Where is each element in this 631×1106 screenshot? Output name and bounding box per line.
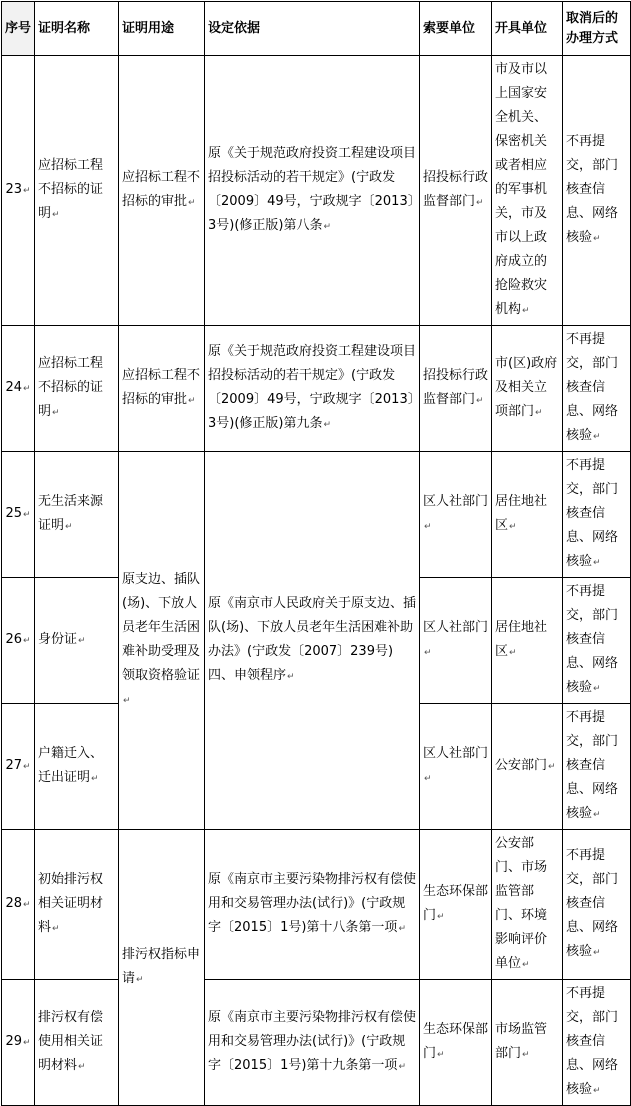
row-no: 27↵	[2, 704, 35, 830]
paragraph-mark-icon: ↵	[23, 636, 31, 646]
paragraph-mark-icon: ↵	[509, 648, 517, 658]
cert-purpose-merged: 原支边、插队(场)、下放人员老年生活困难补助受理及领取资格验证↵	[119, 452, 205, 830]
issuer: 市及市以上国家安全机关、保密机关或者相应的军事机关，市及市以上政府成立的抢险救灾机构↵	[492, 56, 563, 326]
header-name: 证明名称	[35, 2, 119, 56]
cert-purpose: 应招标工程不招标的审批↵	[119, 326, 205, 452]
header-basis: 设定依据	[205, 2, 420, 56]
issuer: 公安部门、市场监管部门、环境影响评价单位↵	[492, 830, 563, 980]
paragraph-mark-icon: ↵	[287, 672, 295, 682]
paragraph-mark-icon: ↵	[522, 306, 530, 316]
handling-method: 不再提交，部门核查信息、网络核验↵	[563, 56, 631, 326]
paragraph-mark-icon: ↵	[52, 408, 60, 418]
handling-method: 不再提交，部门核查信息、网络核验↵	[563, 326, 631, 452]
paragraph-mark-icon: ↵	[52, 210, 60, 220]
table-row	[2, 980, 631, 1106]
row-no: 23↵	[2, 56, 35, 326]
row-no: 24↵	[2, 326, 35, 452]
issuer: 居住地社区↵	[492, 578, 563, 704]
paragraph-mark-icon: ↵	[23, 1038, 31, 1048]
cert-basis-merged: 原《南京市人民政府关于原支边、插队(场)、下放人员老年生活困难补助办法》(宁政发〔2007〕239号)四、申领程序↵	[205, 452, 420, 830]
paragraph-mark-icon: ↵	[65, 522, 73, 532]
requester: 生态环保部门↵	[420, 830, 492, 980]
cert-name: 应招标工程不招标的证明↵	[35, 56, 119, 326]
requester: 区人社部门↵	[420, 578, 492, 704]
paragraph-mark-icon: ↵	[593, 684, 601, 694]
handling-method: 不再提交，部门核查信息、网络核验↵	[563, 704, 631, 830]
row-no: 29↵	[2, 980, 35, 1106]
paragraph-mark-icon: ↵	[593, 810, 601, 820]
paragraph-mark-icon: ↵	[476, 198, 484, 208]
header-purpose: 证明用途	[119, 2, 205, 56]
issuer: 市场监管部门↵	[492, 980, 563, 1106]
cert-purpose-merged: 排污权指标申请↵	[119, 830, 205, 1106]
paragraph-mark-icon: ↵	[535, 408, 543, 418]
table-row	[2, 452, 631, 578]
paragraph-mark-icon: ↵	[424, 774, 432, 784]
paragraph-mark-icon: ↵	[23, 510, 31, 520]
issuer: 市(区)政府及相关立项部门↵	[492, 326, 563, 452]
cert-basis: 原《南京市主要污染物排污权有偿使用和交易管理办法(试行)》(宁政规字〔2015〕1号)第十九条第一项↵	[205, 980, 420, 1106]
cert-name: 应招标工程不招标的证明↵	[35, 326, 119, 452]
row-no: 28↵	[2, 830, 35, 980]
cert-basis: 原《南京市主要污染物排污权有偿使用和交易管理办法(试行)》(宁政规字〔2015〕1号)第十八条第一项↵	[205, 830, 420, 980]
requester: 区人社部门↵	[420, 704, 492, 830]
paragraph-mark-icon: ↵	[323, 420, 332, 430]
certificate-table	[1, 1, 631, 1106]
table-row	[2, 56, 631, 326]
paragraph-mark-icon: ↵	[398, 1062, 406, 1072]
paragraph-mark-icon: ↵	[91, 774, 99, 784]
handling-method: 不再提交，部门核查信息、网络核验↵	[563, 578, 631, 704]
requester: 招投标行政监督部门↵	[420, 326, 492, 452]
header-method: 取消后的办理方式	[563, 2, 631, 56]
cert-name: 无生活来源证明↵	[35, 452, 119, 578]
issuer: 居住地社区↵	[492, 452, 563, 578]
paragraph-mark-icon: ↵	[424, 522, 432, 532]
paragraph-mark-icon: ↵	[78, 1062, 86, 1072]
paragraph-mark-icon: ↵	[548, 762, 556, 772]
paragraph-mark-icon: ↵	[424, 648, 432, 658]
cert-basis: 原《关于规范政府投资工程建设项目招投标活动的若干规定》(宁政发〔2009〕49号，宁政规字〔2013〕3号)(修正版)第九条↵	[205, 326, 420, 452]
paragraph-mark-icon: ↵	[522, 1050, 530, 1060]
handling-method: 不再提交，部门核查信息、网络核验↵	[563, 980, 631, 1106]
paragraph-mark-icon: ↵	[593, 1086, 601, 1096]
paragraph-mark-icon: ↵	[476, 396, 484, 406]
paragraph-mark-icon: ↵	[437, 1050, 445, 1060]
paragraph-mark-icon: ↵	[593, 234, 601, 244]
table-row	[2, 326, 631, 452]
cert-name: 身份证↵	[35, 578, 119, 704]
paragraph-mark-icon: ↵	[593, 432, 601, 442]
paragraph-mark-icon: ↵	[188, 396, 196, 406]
handling-method: 不再提交，部门核查信息、网络核验↵	[563, 830, 631, 980]
paragraph-mark-icon: ↵	[23, 186, 31, 196]
row-no: 25↵	[2, 452, 35, 578]
paragraph-mark-icon: ↵	[123, 696, 131, 706]
cert-name: 排污权有偿使用相关证明材料↵	[35, 980, 119, 1106]
paragraph-mark-icon: ↵	[23, 384, 31, 394]
paragraph-mark-icon: ↵	[78, 636, 86, 646]
header-no: 序号	[2, 2, 35, 56]
paragraph-mark-icon: ↵	[323, 222, 332, 232]
paragraph-mark-icon: ↵	[509, 522, 517, 532]
header-row	[2, 2, 631, 56]
requester: 招投标行政监督部门↵	[420, 56, 492, 326]
cert-name: 户籍迁入、迁出证明↵	[35, 704, 119, 830]
cert-name: 初始排污权相关证明材料↵	[35, 830, 119, 980]
paragraph-mark-icon: ↵	[52, 924, 60, 934]
paragraph-mark-icon: ↵	[522, 960, 530, 970]
paragraph-mark-icon: ↵	[593, 948, 601, 958]
cert-basis: 原《关于规范政府投资工程建设项目招投标活动的若干规定》(宁政发〔2009〕49号，宁政规字〔2013〕3号)(修正版)第八条↵	[205, 56, 420, 326]
paragraph-mark-icon: ↵	[136, 975, 144, 985]
paragraph-mark-icon: ↵	[23, 900, 31, 910]
paragraph-mark-icon: ↵	[398, 924, 406, 934]
handling-method: 不再提交，部门核查信息、网络核验↵	[563, 452, 631, 578]
requester: 区人社部门↵	[420, 452, 492, 578]
header-issuer: 开具单位	[492, 2, 563, 56]
header-requester: 索要单位	[420, 2, 492, 56]
row-no: 26↵	[2, 578, 35, 704]
table-row	[2, 830, 631, 980]
requester: 生态环保部门↵	[420, 980, 492, 1106]
paragraph-mark-icon: ↵	[437, 912, 445, 922]
paragraph-mark-icon: ↵	[188, 198, 196, 208]
paragraph-mark-icon: ↵	[593, 558, 601, 568]
issuer: 公安部门↵	[492, 704, 563, 830]
cert-purpose: 应招标工程不招标的审批↵	[119, 56, 205, 326]
paragraph-mark-icon: ↵	[23, 762, 31, 772]
